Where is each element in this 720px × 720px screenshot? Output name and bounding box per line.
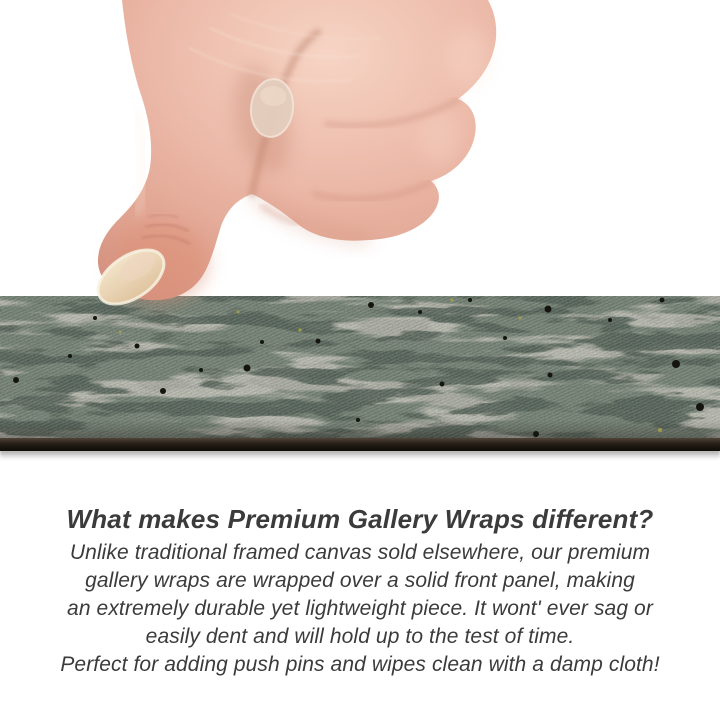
gallery-wrap-description-line-1: Unlike traditional framed canvas sold elsewhere, our premium (69, 541, 651, 564)
gallery-wrap-info (0, 504, 720, 679)
canvas-edge-strip (0, 296, 720, 460)
gallery-wrap-description-line-3: an extremely durable yet lightweight piece. It wont' ever sag or (67, 597, 653, 620)
gallery-wrap-description-line-4: easily dent and will hold up to the test of time. (145, 625, 575, 648)
gallery-wrap-heading: What makes Premium Gallery Wraps different? (66, 504, 654, 534)
canvas-face-texture (0, 296, 720, 442)
gallery-wrap-description-line-2: gallery wraps are wrapped over a solid front panel, making (85, 569, 635, 592)
canvas-drop-shadow (0, 450, 720, 460)
hand-photo (89, 0, 497, 315)
canvas-bottom-edge (0, 437, 720, 451)
gallery-wrap-description-line-5: Perfect for adding push pins and wipes clean with a damp cloth! (60, 653, 660, 676)
